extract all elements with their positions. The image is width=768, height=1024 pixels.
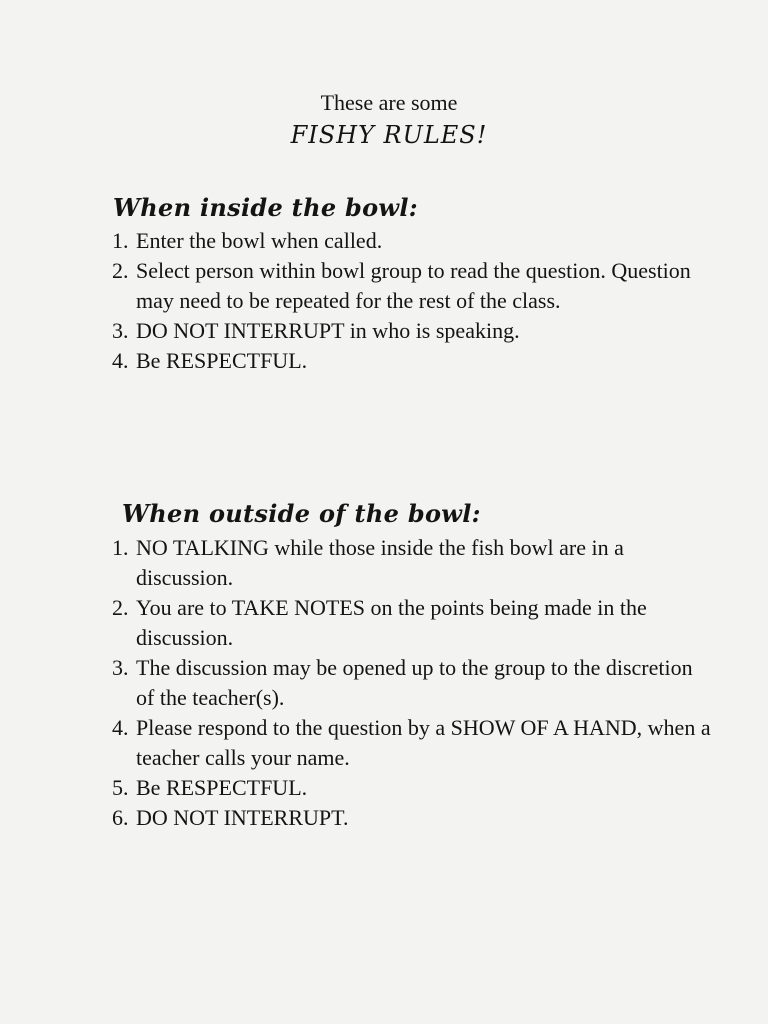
section-heading-outside: When outside of the bowl: — [122, 499, 481, 528]
list-item-number: 4. — [112, 348, 129, 373]
list-item — [112, 533, 712, 593]
list-item-number: 3. — [112, 655, 129, 680]
list-item — [112, 803, 712, 833]
list-item-text: Select person within bowl group to read the question. Question may need to be repeated for the rest of the class. — [136, 258, 691, 313]
list-item-text: DO NOT INTERRUPT. — [136, 805, 349, 830]
list-item — [112, 593, 712, 653]
list-item-number: 1. — [112, 228, 129, 253]
page-title: FISHY RULES! — [290, 121, 488, 149]
list-item-number: 3. — [112, 318, 129, 343]
list-item-text: The discussion may be opened up to the group to the discretion of the teacher(s). — [136, 655, 693, 710]
list-item-text: Be RESPECTFUL. — [136, 775, 308, 800]
list-item — [112, 316, 712, 346]
list-item — [112, 773, 712, 803]
list-item-number: 4. — [112, 715, 129, 740]
list-item-text: Please respond to the question by a SHOW OF A HAND, when a teacher calls your name. — [136, 715, 711, 770]
list-item-number: 6. — [112, 805, 129, 830]
list-item-number: 1. — [112, 535, 129, 560]
inside-rules-list — [112, 226, 712, 376]
list-item-text: NO TALKING while those inside the fish bowl are in a discussion. — [136, 535, 624, 590]
list-item-text: DO NOT INTERRUPT in who is speaking. — [136, 318, 520, 343]
list-item — [112, 346, 712, 376]
list-item-text: Be RESPECTFUL. — [136, 348, 308, 373]
list-item-number: 2. — [112, 258, 129, 283]
intro-line: These are some — [320, 90, 458, 115]
list-item — [112, 713, 712, 773]
list-item — [112, 226, 712, 256]
list-item — [112, 653, 712, 713]
list-item-number: 5. — [112, 775, 129, 800]
outside-rules-list — [112, 533, 712, 833]
list-item — [112, 256, 712, 316]
list-item-number: 2. — [112, 595, 129, 620]
section-heading-inside: When inside the bowl: — [113, 193, 418, 222]
list-item-text: Enter the bowl when called. — [136, 228, 383, 253]
list-item-text: You are to TAKE NOTES on the points being made in the discussion. — [136, 595, 647, 650]
